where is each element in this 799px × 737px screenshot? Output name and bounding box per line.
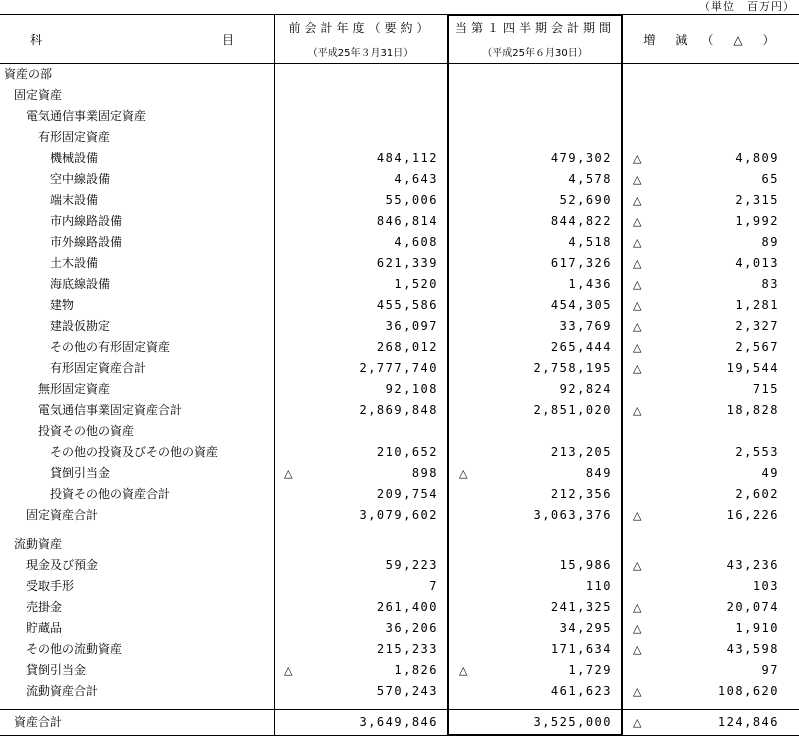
row-label: 固定資産合計 bbox=[26, 508, 99, 522]
row-label: 有形固定資産合計 bbox=[50, 361, 147, 375]
difference-negative-mark: △ bbox=[633, 509, 642, 522]
current-negative-mark: △ bbox=[459, 467, 468, 480]
prev-year-value: 3,079,602 bbox=[359, 508, 438, 522]
current-period-value: 1,729 bbox=[568, 663, 612, 677]
table-row bbox=[0, 505, 799, 526]
current-period-header bbox=[449, 19, 621, 59]
current-period-date: （平成25年６月30日） bbox=[482, 48, 588, 59]
current-period-value: 461,623 bbox=[550, 684, 612, 698]
difference-value: 2,315 bbox=[735, 193, 779, 207]
row-label: 資産合計 bbox=[14, 715, 63, 729]
subject-header-right: 目 bbox=[222, 33, 235, 47]
table-row bbox=[0, 681, 799, 702]
prev-year-value: 3,649,846 bbox=[359, 715, 438, 729]
table-row bbox=[0, 148, 799, 169]
prev-year-value: 484,112 bbox=[376, 151, 438, 165]
current-period-value: 1,436 bbox=[568, 277, 612, 291]
row-label: 土木設備 bbox=[50, 256, 99, 270]
prev-year-value: 2,777,740 bbox=[359, 361, 438, 375]
current-period-value: 92,824 bbox=[559, 382, 612, 396]
row-label: 貯蔵品 bbox=[26, 621, 63, 635]
difference-value: 43,236 bbox=[726, 558, 779, 572]
row-label: その他の投資及びその他の資産 bbox=[50, 445, 219, 459]
current-period-value: 849 bbox=[585, 466, 612, 480]
row-label: その他の有形固定資産 bbox=[50, 340, 171, 354]
difference-value: 1,992 bbox=[735, 214, 779, 228]
difference-value: 83 bbox=[761, 277, 779, 291]
difference-negative-mark: △ bbox=[633, 215, 642, 228]
row-label: 機械設備 bbox=[50, 151, 99, 165]
prev-year-value: 1,520 bbox=[394, 277, 438, 291]
row-label: 海底線設備 bbox=[50, 277, 111, 291]
current-period-value: 52,690 bbox=[559, 193, 612, 207]
table-row bbox=[0, 211, 799, 232]
current-period-value: 171,634 bbox=[550, 642, 612, 656]
row-label: 空中線設備 bbox=[50, 172, 111, 186]
table-row bbox=[0, 295, 799, 316]
difference-negative-mark: △ bbox=[633, 622, 642, 635]
table-row bbox=[0, 232, 799, 253]
table-row bbox=[0, 576, 799, 597]
prev-year-value: 36,097 bbox=[385, 319, 438, 333]
table-row bbox=[0, 64, 799, 85]
table-row bbox=[0, 274, 799, 295]
difference-value: 20,074 bbox=[726, 600, 779, 614]
current-period-value: 454,305 bbox=[550, 298, 612, 312]
prev-year-value: 570,243 bbox=[376, 684, 438, 698]
row-label: 有形固定資産 bbox=[38, 130, 111, 144]
difference-value: 2,567 bbox=[735, 340, 779, 354]
difference-negative-mark: △ bbox=[633, 194, 642, 207]
prev-year-value: 55,006 bbox=[385, 193, 438, 207]
difference-negative-mark: △ bbox=[633, 299, 642, 312]
difference-negative-mark: △ bbox=[633, 643, 642, 656]
difference-negative-mark: △ bbox=[633, 341, 642, 354]
difference-negative-mark: △ bbox=[633, 152, 642, 165]
difference-value: 2,602 bbox=[735, 487, 779, 501]
current-period-value: 33,769 bbox=[559, 319, 612, 333]
difference-negative-mark: △ bbox=[633, 404, 642, 417]
row-label: 流動資産 bbox=[14, 537, 63, 551]
prev-year-value: 898 bbox=[411, 466, 438, 480]
row-label: 端末設備 bbox=[50, 193, 99, 207]
row-label: 投資その他の資産合計 bbox=[50, 487, 171, 501]
prev-year-value: 7 bbox=[429, 579, 438, 593]
table-row bbox=[0, 169, 799, 190]
current-period-value: 110 bbox=[585, 579, 612, 593]
current-period-border-bottom bbox=[447, 734, 623, 736]
current-period-value: 15,986 bbox=[559, 558, 612, 572]
table-row bbox=[0, 597, 799, 618]
prev-negative-mark: △ bbox=[284, 664, 293, 677]
current-period-border-top bbox=[447, 14, 623, 16]
subject-header-left: 科 bbox=[30, 33, 43, 47]
row-label: 市外線路設備 bbox=[50, 235, 123, 249]
difference-value: 1,281 bbox=[735, 298, 779, 312]
difference-header bbox=[623, 31, 799, 48]
current-period-value: 4,578 bbox=[568, 172, 612, 186]
table-row bbox=[0, 660, 799, 681]
table-row bbox=[0, 316, 799, 337]
current-period-value: 3,063,376 bbox=[533, 508, 612, 522]
prev-year-value: 210,652 bbox=[376, 445, 438, 459]
table-row bbox=[0, 712, 799, 733]
current-period-value: 2,758,195 bbox=[533, 361, 612, 375]
table-row bbox=[0, 106, 799, 127]
row-label: その他の流動資産 bbox=[26, 642, 123, 656]
table-row bbox=[0, 190, 799, 211]
prev-year-value: 215,233 bbox=[376, 642, 438, 656]
row-label: 受取手形 bbox=[26, 579, 75, 593]
table-row bbox=[0, 463, 799, 484]
table-row bbox=[0, 253, 799, 274]
row-label: 売掛金 bbox=[26, 600, 63, 614]
prev-year-value: 621,339 bbox=[376, 256, 438, 270]
difference-negative-mark: △ bbox=[633, 236, 642, 249]
table-row bbox=[0, 85, 799, 106]
table-row bbox=[0, 337, 799, 358]
current-period-value: 34,295 bbox=[559, 621, 612, 635]
table-row bbox=[0, 400, 799, 421]
table-row bbox=[0, 618, 799, 639]
row-label: 資産の部 bbox=[4, 67, 53, 81]
table-row bbox=[0, 442, 799, 463]
difference-value: 18,828 bbox=[726, 403, 779, 417]
difference-value: 97 bbox=[761, 663, 779, 677]
table-row bbox=[0, 639, 799, 660]
difference-value: 103 bbox=[752, 579, 779, 593]
difference-value: 16,226 bbox=[726, 508, 779, 522]
balance-sheet-table bbox=[0, 14, 799, 736]
row-label: 建設仮勘定 bbox=[50, 319, 111, 333]
prev-year-value: 92,108 bbox=[385, 382, 438, 396]
table-row bbox=[0, 127, 799, 148]
difference-negative-mark: △ bbox=[633, 362, 642, 375]
difference-value: 715 bbox=[752, 382, 779, 396]
prev-year-date: （平成25年３月31日） bbox=[307, 48, 414, 59]
prev-year-value: 846,814 bbox=[376, 214, 438, 228]
prev-year-value: 36,206 bbox=[385, 621, 438, 635]
difference-value: 2,553 bbox=[735, 445, 779, 459]
difference-negative-mark: △ bbox=[633, 716, 642, 729]
difference-value: 65 bbox=[761, 172, 779, 186]
prev-year-header bbox=[274, 19, 447, 59]
unit-note: （単位 百万円） bbox=[699, 0, 795, 13]
table-row bbox=[0, 358, 799, 379]
row-label: 固定資産 bbox=[14, 88, 63, 102]
table-row bbox=[0, 484, 799, 505]
current-period-value: 3,525,000 bbox=[533, 715, 612, 729]
row-label: 貸倒引当金 bbox=[26, 663, 87, 677]
prev-year-title: 前会計年度（要約） bbox=[288, 21, 433, 35]
difference-negative-mark: △ bbox=[633, 173, 642, 186]
table-row bbox=[0, 379, 799, 400]
row-label: 投資その他の資産 bbox=[38, 424, 135, 438]
difference-value: 43,598 bbox=[726, 642, 779, 656]
prev-year-value: 268,012 bbox=[376, 340, 438, 354]
difference-negative-mark: △ bbox=[633, 257, 642, 270]
table-row bbox=[0, 421, 799, 442]
row-label: 貸倒引当金 bbox=[50, 466, 111, 480]
difference-value: 4,809 bbox=[735, 151, 779, 165]
prev-year-value: 2,869,848 bbox=[359, 403, 438, 417]
prev-year-value: 261,400 bbox=[376, 600, 438, 614]
current-period-value: 213,205 bbox=[550, 445, 612, 459]
prev-year-value: 1,826 bbox=[394, 663, 438, 677]
row-label: 流動資産合計 bbox=[26, 684, 99, 698]
difference-negative-mark: △ bbox=[633, 278, 642, 291]
prev-year-value: 59,223 bbox=[385, 558, 438, 572]
prev-year-value: 209,754 bbox=[376, 487, 438, 501]
current-period-value: 479,302 bbox=[550, 151, 612, 165]
prev-negative-mark: △ bbox=[284, 467, 293, 480]
current-period-value: 617,326 bbox=[550, 256, 612, 270]
difference-negative-mark: △ bbox=[633, 601, 642, 614]
difference-value: 1,910 bbox=[735, 621, 779, 635]
current-period-value: 2,851,020 bbox=[533, 403, 612, 417]
table-row bbox=[0, 534, 799, 555]
difference-value: 4,013 bbox=[735, 256, 779, 270]
difference-title: 増 減 （ △ ） bbox=[643, 33, 779, 47]
table-row bbox=[0, 555, 799, 576]
difference-value: 124,846 bbox=[717, 715, 779, 729]
row-label: 無形固定資産 bbox=[38, 382, 111, 396]
difference-value: 19,544 bbox=[726, 361, 779, 375]
row-label: 電気通信事業固定資産 bbox=[26, 109, 147, 123]
difference-value: 108,620 bbox=[717, 684, 779, 698]
current-period-value: 844,822 bbox=[550, 214, 612, 228]
current-period-title: 当第１四半期会計期間 bbox=[454, 21, 615, 35]
difference-negative-mark: △ bbox=[633, 320, 642, 333]
current-negative-mark: △ bbox=[459, 664, 468, 677]
difference-value: 2,327 bbox=[735, 319, 779, 333]
current-period-value: 265,444 bbox=[550, 340, 612, 354]
current-period-value: 241,325 bbox=[550, 600, 612, 614]
difference-negative-mark: △ bbox=[633, 559, 642, 572]
prev-year-value: 4,643 bbox=[394, 172, 438, 186]
row-label: 建物 bbox=[50, 298, 75, 312]
total-divider bbox=[0, 709, 799, 710]
row-label: 電気通信事業固定資産合計 bbox=[38, 403, 183, 417]
row-label: 市内線路設備 bbox=[50, 214, 123, 228]
prev-year-value: 4,608 bbox=[394, 235, 438, 249]
difference-negative-mark: △ bbox=[633, 685, 642, 698]
row-label: 現金及び預金 bbox=[26, 558, 99, 572]
current-period-value: 212,356 bbox=[550, 487, 612, 501]
difference-value: 89 bbox=[761, 235, 779, 249]
current-period-value: 4,518 bbox=[568, 235, 612, 249]
difference-value: 49 bbox=[761, 466, 779, 480]
prev-year-value: 455,586 bbox=[376, 298, 438, 312]
